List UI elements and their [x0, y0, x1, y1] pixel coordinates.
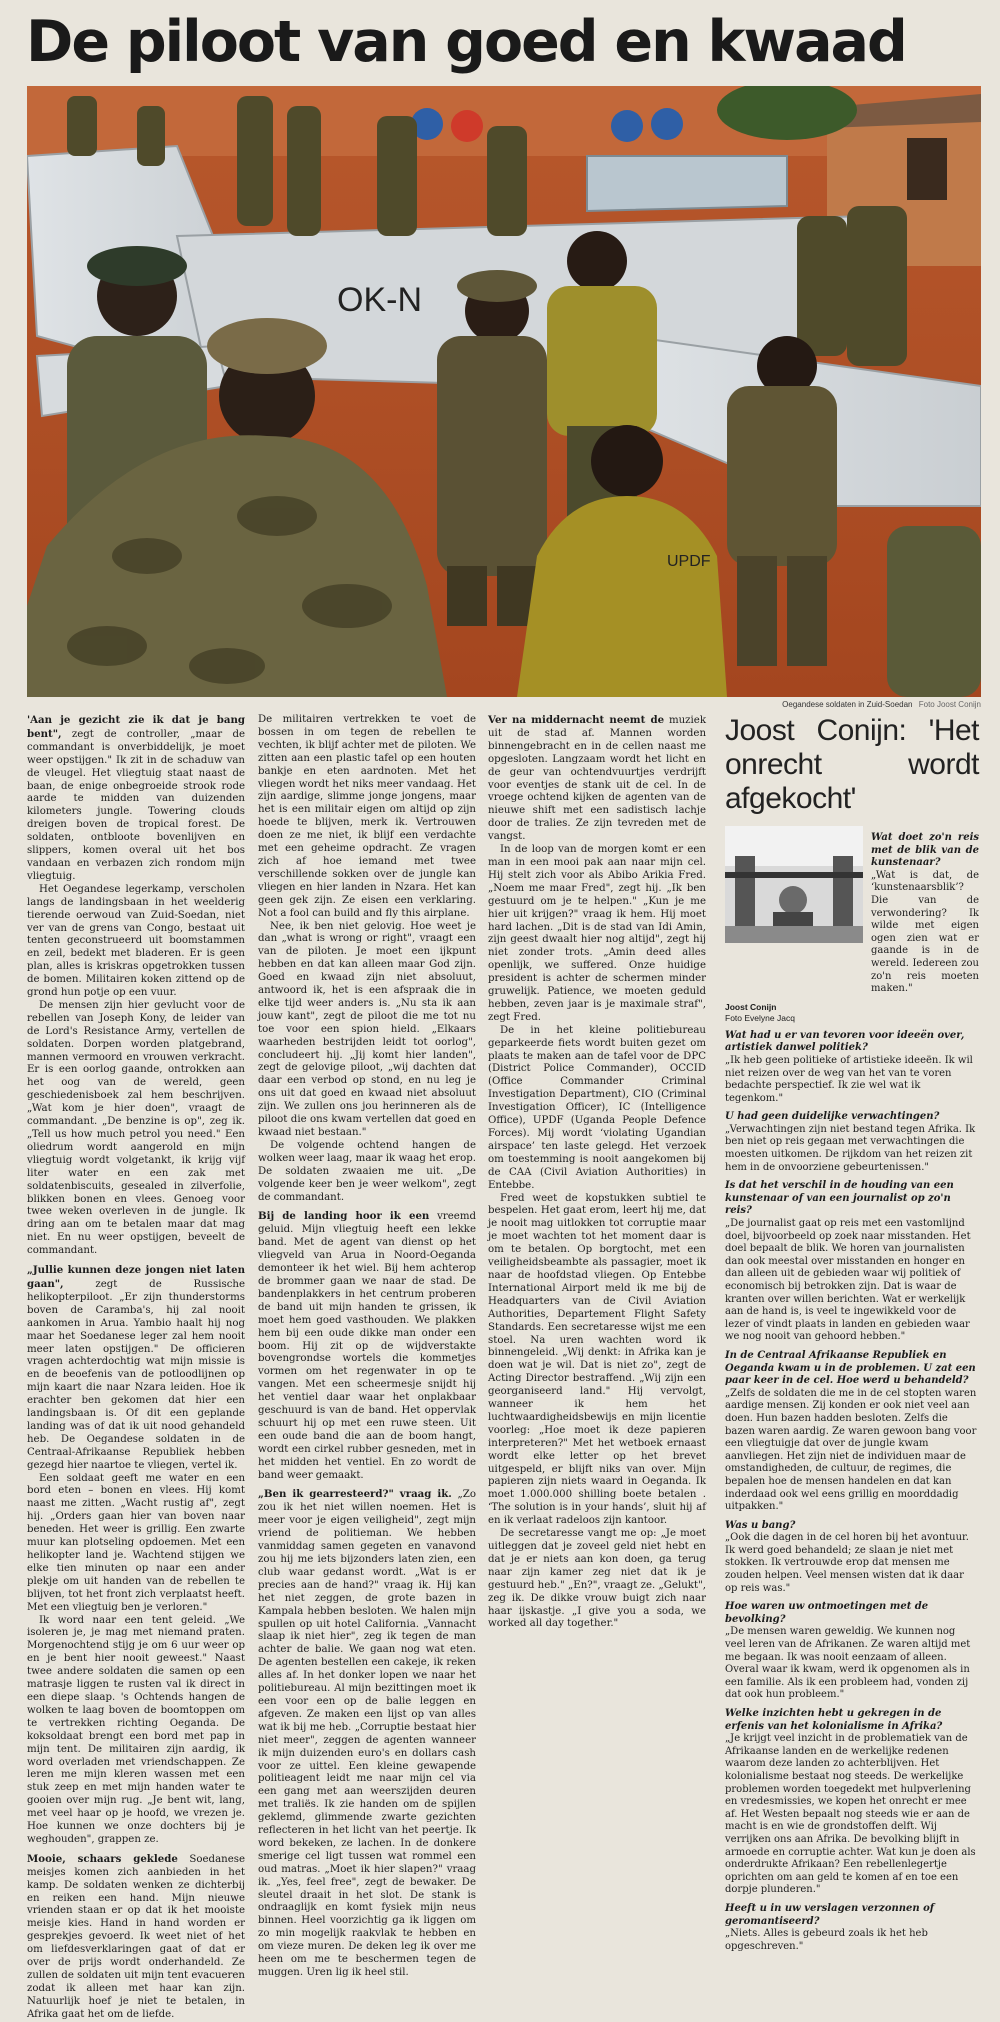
interview-question: Wat doet zo'n reis met de blik van de kunstenaar?	[871, 832, 979, 869]
article-paragraph	[258, 1210, 476, 1482]
photo-caption	[27, 698, 981, 712]
article-paragraph	[27, 1264, 245, 1473]
interview-answer: „Verwachtingen zijn niet bestand tegen Afrika. Ik ben niet op reis gegaan met verwachtingen die moesten uitkomen. De rijkdom van het reizen zit hem in de onvoorziene gebeurtenissen."	[725, 1123, 976, 1173]
interview-sidebar	[725, 714, 979, 1953]
portrait-caption	[725, 1002, 979, 1024]
interview-question: Welke inzichten hebt u gekregen in de erfenis van het kolonialisme in Afrika?	[725, 1708, 943, 1732]
paragraph-text: De militairen vertrekken te voet de bossen in om tegen de rebellen te vechten, ik blijf achter met de piloten. We zitten aan een plastic tafel op een houten bankje en eten aardnoten. Met het vliegen wordt het niks meer vandaag. Het zijn aardige, slimme jonge jongens, maar het is een militair eigen om altijd op zijn hoede te blijven, merk ik. Vertrouwen doen ze me niet, ik blijf een verdachte met een geheime opdracht. Ze vragen zich af hoe iemand met twee verschillende sokken over de jungle kan vliegen en hier landen in Nzara. Het kan geen gek zijn. Ze eisen een verklaring. Not a fool can build and fly this airplane.	[258, 714, 476, 919]
paragraph-text: Het Oegandese legerkamp, verscholen langs de landingsbaan in het weelderig tierende oerwoud van Zuid-Soedan, niet ver van de grens van Congo, bestaat uit tenten geconstrueerd uit boomstammen en zeil, bedekt met bladeren. Er is geen plan, alles is kriskras opgetrokken tussen de bomen. Militairen koken zittend op de grond hun potje op een vuur.	[27, 883, 245, 999]
article-column-3	[488, 714, 706, 1631]
portrait-name: Joost Conijn	[725, 1001, 777, 1012]
interview-title: Joost Conijn: 'Het onrecht wordt afgekocht'	[725, 714, 979, 815]
caption-text: Oegandese soldaten in Zuid-Soedan	[782, 700, 913, 709]
interview-answer: „Ik heb geen politieke of artistieke ideeën. Ik wil niet reizen over de weg van het van te voren bedachte perspectief. Ik zie wel wat ik tegenkom."	[725, 1054, 973, 1104]
paragraph-text: Nee, ik ben niet gelovig. Hoe weet je dan „what is wrong or right", vraagt een van de piloten. Je moet een ijkpunt hebben en dat kan alleen maar God zijn. Goed en kwaad zijn niet absoluut, antwoord ik, het is een afspraak die in elke tijd weer anders is. „Nu sta ik aan jouw kant", zegt de piloot die me tot nu toe voor een spion hield. „Elkaars waarheden bestrijden leidt tot oorlog", concludeert hij. „Jij komt hier landen", zegt de gelovige piloot, „wij dachten dat daar een verbod op stond, en nu leg je ons uit dat goed en kwaad niet absoluut zijn. We zullen ons jou herinneren als de piloot die ons kwam vertellen dat goed en kwaad niet bestaan."	[258, 920, 476, 1138]
paragraph-text: Een soldaat geeft me water en een bord eten – bonen en vlees. Hij komt naast me zitten. „Wacht rustig af", zegt hij. „Orders gaan hier van boven naar beneden. Het weer is grillig. Een zwarte muur kan plotseling opdoemen. Met een helikopter land je. Wachtend stijgen we elke tien minuten op naar een ander plekje om uit handen van de rebellen te blijven, tot het front zich verplaatst heeft. Met een vliegtuig ben je verloren."	[27, 1472, 245, 1613]
headline: De piloot van goed en kwaad	[26, 9, 906, 75]
article-paragraph	[27, 884, 245, 1000]
interview-answer: „Wat is dat, de ‘kunstenaarsblik’? Die van de verwondering? Ik wilde met eigen ogen zien wat er gaande is in de wereld. Iedereen zou zo'n reis moeten maken."	[871, 869, 979, 995]
portrait-block	[725, 826, 979, 996]
interview-question: Hoe waren uw ontmoetingen met de bevolking?	[725, 1601, 929, 1625]
paragraph-lead-in: „Ben ik gearresteerd?" vraag ik.	[258, 1488, 452, 1501]
article-paragraph	[258, 1488, 476, 1979]
article-paragraph	[258, 1140, 476, 1205]
article-paragraph	[488, 1528, 706, 1631]
interview-question: Heeft u in uw verslagen verzonnen of geromantiseerd?	[725, 1902, 935, 1927]
portrait-credit: Foto Evelyne Jacq	[725, 1012, 795, 1023]
article-paragraph	[27, 714, 245, 884]
article-paragraph	[488, 1193, 706, 1529]
interview-question: Was u bang?	[725, 1519, 796, 1531]
interview-answer: „De mensen waren geweldig. We kunnen nog veel leren van de Afrikanen. Ze waren altijd met me begaan. Ik was nooit eenzaam of alleen. Overal waar ik kwam, werd ik opgenomen als in een familie. Als ik een probleem had, vonden zij dat ook hun probleem."	[725, 1626, 971, 1701]
paragraph-text: In de loop van de morgen komt er een man in een mooi pak aan naar mijn cel. Hij stelt zich voor als Abibo Arikia Fred. „Noem me maar Fred", zegt hij. „Ik ben gestuurd om je te helpen." „Kun je me hier uit krijgen?" vraag ik hem. Hij moet hard lachen. „Dit is de stad van Idi Amin, zijn geest dwaalt hier nog altijd", zegt hij niet zonder trots. „Amin deed alles openlijk, we suffered. Onze huidige president is achter de schermen minder gruwelijk. Patience, we moeten geduld hebben, zeven jaar is je maximale straf", zegt Fred.	[488, 844, 706, 1023]
paragraph-text: „Zo zou ik het niet willen noemen. Het is meer voor je eigen veiligheid", zegt mijn vriend de politieman. We hebben vanmiddag samen gegeten en vanavond zou hij me iets bijzonders laten zien, een club waar gedanst wordt. „Wat is er precies aan de hand?" vraag ik. Hij kan het niet zeggen, de grote bazen in Kampala hebben besloten. We halen mijn spullen op uit hotel California. „Vannacht slaap ik niet hier", zeg ik tegen de man achter de balie. We gaan nog wat eten. De agenten bestellen een cakeje, ik reken alles af. In het donker lopen we naar het politiebureau. Al mijn bezittingen moet ik een voor een op de balie leggen en afgeven. Ze maken een lijst op van alles wat ik bij me heb. „Corruptie bestaat hier niet meer", zeggen de agenten wanneer ik mijn duizenden euro's en dollars cash voor ze uittel. Een kleine gewapende politieagent leidt me naar mijn cel via een gang met aan weerszijden deuren met traliës. Ik zie handen om de spijlen geklemd, glimmende zwarte gezichten reflecteren in het licht van het peertje. Ik word bekeken, ze lachen. In de donkere smerige cel ligt tussen wat rommel een oud matras. „Moet ik hier slapen?" vraag ik. „Yes, feel free", zegt de bewaker. De sleutel draait in het slot. De stank is ondraaglijk en komt fysiek mijn neus binnen. Heel voorzichtig ga ik liggen om zo min mogelijk raakvlak te hebben en om vieze muren. De deken leg ik over me heen om me te beschermen tegen de muggen. Uren lig ik heel stil.	[258, 1489, 476, 1978]
interview-answer: „De journalist gaat op reis met een vastomlijnd doel, bijvoorbeeld op zoek naar misstanden. Het doel bepaalt de blik. We horen van journalisten dan ook meestal over misstanden en honger en dan alleen uit de gebieden waar wij politiek of economisch bij betrokken zijn. Dat is waar de kranten over willen berichten. Wat er werkelijk aan de hand is, is veel te ingewikkeld voor de lezer of vindt plaats in landen en gebieden waar we nog nooit van gehoord hebben."	[725, 1218, 971, 1343]
article-paragraph	[258, 921, 476, 1140]
paragraph-text: muziek uit de stad af. Mannen worden binnengebracht en in de cellen naast me opgesloten. Langzaam wordt het licht en de geur van ochtendvuurtjes verdrijft voor eventjes de stank uit de cel. In de vroege ochtend kijken de agenten van de nieuwe shift met een sadistisch lachje door de tralies. Ze zijn tevreden met de vangst.	[488, 715, 706, 843]
article-column-1	[27, 714, 245, 2022]
paragraph-text: De secretaresse vangt me op: „Je moet uitleggen dat je zoveel geld niet hebt en dat je er niets aan kon doen, ga terug naar zijn kamer zeg niet dat ik je gestuurd heb." „En?", vraagt ze. „Gelukt", zeg ik. De dikke vrouw buigt zich naar haar ijskastje. „I give you a soda, we worked all day together."	[488, 1528, 706, 1630]
paragraph-text: zegt de Russische helikopterpiloot. „Er zijn thunderstorms boven de Caramba's, hij zal nooit aankomen in Arua. Yambio haalt hij nog maar het Soedanese leger zal hem nooit meer laten opstijgen." De officieren vragen achterdochtig wat mijn missie is en de beoefenis van de potloodlijnen op mijn kaart die naar Nzara leiden. Hoe ik erachter ben gekomen dat hier een landingsbaan is. Of dit een geplande landing was of dat ik uit nood gehandeld heb. De Oegandese soldaten in de Centraal-Afrikaanse Republiek hebben gezegd hier naartoe te vliegen, vertel ik.	[27, 1278, 245, 1471]
article-paragraph	[27, 1473, 245, 1615]
photo-credit: Foto Joost Conijn	[918, 700, 981, 709]
paragraph-text: De in het kleine politiebureau geparkeerde fiets wordt buiten gezet om plaats te maken aan de tafel voor de DPC (District Police Commander), OCCID (Office Commander Criminal Investigation Department), CIO (Criminal Investigation Officer), IC (Intelligence Office), UPDF (Uganda People Defence Forces). Mij wordt ‘violating Ugandian airspace’ ten laste gelegd. Het verzoek om toestemming is nooit aangekomen bij de CAA (Civil Aviation Authorities) in Entebbe.	[488, 1024, 706, 1191]
interview-question: U had geen duidelijke verwachtingen?	[725, 1111, 940, 1123]
interview-answer: „Niets. Alles is gebeurd zoals ik het heb opgeschreven."	[725, 1928, 928, 1952]
shirt-text: UPDF	[667, 553, 711, 570]
paragraph-text: vreemd geluid. Mijn vliegtuig heeft een lekke band. Met de agent van dienst op het vliegveld van Arua in Noord-Oeganda demonteer ik het wiel. Bij hem achterop de brommer gaan we naar de stad. De bandenplakkers in het centrum proberen de band uit mijn handen te grissen, ik moet hem goed vasthouden. We plakken hem bij een oude dikke man onder een boom. Hij zit op de wijdverstakte bovengrondse wortels die kommetjes vormen om het regenwater in op te vangen. Met een scheermesje snijdt hij het ventiel daar waar het onplakbaar geschuurd is van de band. Het oppervlak schuurt hij op met een ruwe steen. Uit een oude band die aan de boom hangt, wordt een cirkel rubber gesneden, met in het midden het ventiel. En zo wordt de band weer gemaakt.	[258, 1211, 476, 1481]
paragraph-lead-in: 'Aan je gezicht zie ik dat je bang bent",	[27, 714, 245, 740]
interview-question: In de Centraal Afrikaanse Republiek en Oeganda kwam u in de problemen. U zat een paar keer in de cel. Hoe werd u behandeld?	[725, 1349, 976, 1387]
interview-answer: „Zelfs de soldaten die me in de cel stopten waren aardige mensen. Zij konden er ook niet veel aan doen. Hun bazen hadden besloten. Zelfs die bazen waren aardig. Ze waren gewoon bang voor een vliegtuigje dat over de jungle kwam aanvliegen. Het zijn niet de individuen maar de omstandigheden, de cultuur, de regimes, die bepalen hoe de mensen handelen en dat kan inderdaad ook wel eens grillig en moorddadig uitpakken."	[725, 1387, 977, 1513]
interview-question: Wat had u er van tevoren voor ideeën over, artistiek danwel politiek?	[725, 1029, 965, 1054]
article-paragraph	[27, 1000, 245, 1258]
interview-answer: „Ook die dagen in de cel horen bij het avontuur. Ik werd goed behandeld; ze slaan je niet met stokken. Ik vertrouwde erop dat mensen me zouden helpen. Veel mensen wisten dat ik daar op reis was."	[725, 1532, 969, 1594]
paragraph-text: De mensen zijn hier gevlucht voor de rebellen van Joseph Kony, de leider van de Lord's Resistance Army, vertellen de soldaten. Dorpen worden platgebrand, mannen vermoord en vrouwen verkracht. Er is een oorlog gaande, ontrokken aan het oog van de wereld, geen geschiedenisboek zal hem beschrijven. „Wat kom je hier doen", vraagt de commandant. „De benzine is op", zeg ik. „Tell us how much petrol you need." Een oliedrum wordt aangerold en mijn vliegtuig wordt volgetankt, ik krijg vijf liter water en een zak met soldatenbiscuits, gesealed in zilverfolie, blikken bonen en vlees. Genoeg voor twee weken overleven in de jungle. Ik dring aan om te betalen maar dat mag niet. En nu weer opstijgen, beveelt de commandant.	[27, 999, 245, 1257]
paragraph-text: zegt de controller, „maar de commandant is onverbiddelijk, je moet weer opstijgen." Ik zit in de schaduw van de vleugel. Het vliegtuig staat naast de baan, de enige onbegroeide strook rode aarde te midden van duizenden kilometers jungle. Towering clouds dreigen boven de tropical forest. De soldaten, ontbloote bovenlijven en slippers, komen overal uit het bos vandaan en verbazen zich rondom mijn vliegtuig.	[27, 728, 245, 882]
article-paragraph	[488, 1025, 706, 1193]
article-paragraph	[27, 1853, 245, 2022]
paragraph-lead-in: Bij de landing hoor ik een	[258, 1210, 430, 1223]
article-column-2	[258, 714, 476, 1980]
article-paragraph	[488, 714, 706, 844]
plane-registration: OK-N	[337, 281, 422, 319]
portrait-photo	[725, 826, 863, 943]
paragraph-text: Soedanese meisjes komen zich aanbieden in het kamp. De soldaten wenken ze dichterbij en reiken een hand. Mijn nieuwe vrienden staan er op dat ik het mooiste meisje kies. Hand in hand worden er gesprekjes gevoerd. Ik weet niet of het om liefdesverklaringen gaat of dat er over de prijs wordt onderhandeld. Ze zullen de soldaten uit mijn tent evacueren zodat ik alleen met haar kan zijn. Natuurlijk hoef je niet te betalen, in Afrika gaat het om de liefde.	[27, 1853, 245, 2020]
paragraph-lead-in: Mooie, schaars geklede	[27, 1852, 178, 1865]
paragraph-text: Fred weet de kopstukken subtiel te bespelen. Het gaat erom, leert hij me, dat je nooit mag uitlokken tot corruptie maar je moet wachten tot het moment daar is om te betalen. Op borgtocht, met een veiligheidsbeambte als passagier, moet ik naar de hoofdstad vliegen. Op Entebbe International Airport meld ik me bij de Headquarters van de Civil Aviation Authorities, Departement Flight Safety Standards. Een secretaresse wijst me een stoel. Na uren wachten word ik binnengeleid. „Wij denkt: in Afrika kan je doen wat je wil. Dat is niet zo", zegt de Acting Director bestraffend. „Wij zijn een georganiseerd land." Hij vervolgt, wanneer ik hem het luchtwaardigheidsbewijs en mijn licentie voorleg: „Hoe moet ik deze papieren interpreteren?" Met het wetboek ernaast wordt elke letter op het brevet uitgespeld, er blijft niks van over. Mijn papieren zijn niets waard in Oeganda. Ik moet 1.000.000 shilling boete betalen . ‘The solution is in your hands’, sluit hij af en ik verlaat radeloos zijn kantoor.	[488, 1192, 706, 1527]
paragraph-lead-in: Ver na middernacht neemt de	[488, 714, 665, 726]
interview-answer: „Je krijgt veel inzicht in de problematiek van de Afrikaanse landen en de werkelijke redenen waarom deze landen zo achterblijven. Het kolonialisme bestaat nog steeds. De werkelijke problemen worden toegedekt met hulpverlening en vredesmissies, we kopen het onrecht er mee af. Het Westen bepaalt nog steeds wie er aan de macht is en wie de grondstoffen delft. Wij verrijken ons aan Afrika. De bevolking blijft in armoede en corruptie achter. Wat kun je doen als onderdrukte Afrikaan? Een rebellenlegertje oprichten om aan geld te komen af en toe een dorpje plunderen."	[725, 1733, 976, 1896]
article-paragraph	[488, 844, 706, 1025]
paragraph-lead-in: „Jullie kunnen deze jongen niet laten gaan",	[27, 1264, 245, 1290]
interview-qa	[725, 1030, 979, 1954]
article-paragraph	[27, 1615, 245, 1847]
paragraph-text: De volgende ochtend hangen de wolken weer laag, maar ik waag het erop. De soldaten zwaaien me uit. „De volgende keer ben je weer welkom", zegt de commandant.	[258, 1139, 476, 1203]
article-paragraph	[258, 714, 476, 921]
intro-questions	[871, 826, 979, 996]
main-photo	[27, 86, 981, 697]
interview-question: Is dat het verschil in de houding van een kunstenaar of van een journalist op zo'n reis?	[725, 1180, 954, 1217]
paragraph-text: Ik word naar een tent geleid. „We isoleren je, je mag met niemand praten. Morgenochtend stijg je om 6 uur weer op en je bent hier nooit geweest." Naast twee andere soldaten die samen op een matrasje liggen te rusten val ik direct in een diepe slaap. 's Ochtends hangen de wolken te laag boven de boomtoppen om te vertrekken richting Oeganda. De koksoldaat brengt een bord met pap in mijn tent. De militairen zijn aardig, ik word overladen met vriendschappen. Ze leren me mijn kleren wassen met een stuk zeep en met mijn handen water te gooien over mijn rug. „Je bent wit, lang, met veel haar op je hoofd, we vrezen je. Hoe kunnen we onze dochters bij je weghouden", grappen ze.	[27, 1614, 245, 1845]
